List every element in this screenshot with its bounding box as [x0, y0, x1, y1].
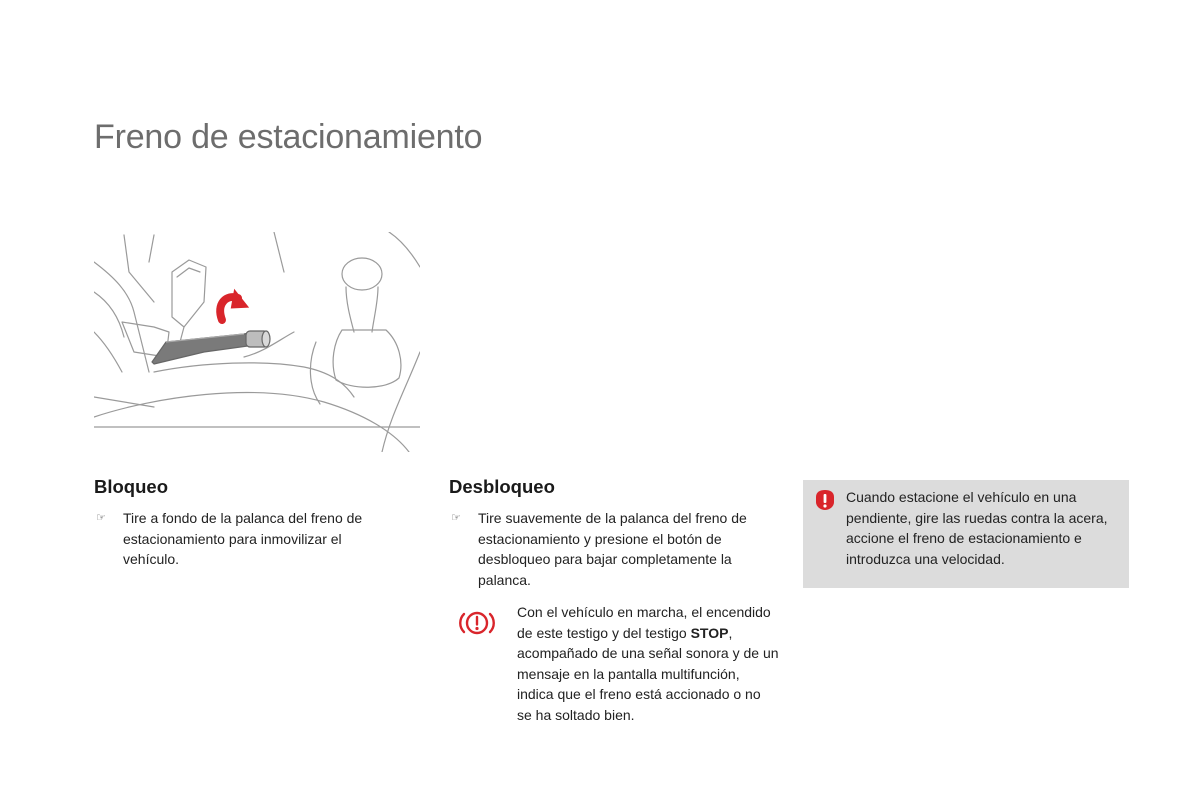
desbloqueo-bullet: [449, 508, 779, 590]
bloqueo-text: Tire a fondo de la palanca del freno de estacionamiento para inmovilizar el vehículo.: [123, 510, 363, 567]
bloqueo-heading: Bloqueo: [94, 476, 168, 497]
brake-warning-note: [449, 602, 779, 725]
brake-warning-icon: [457, 608, 497, 638]
desbloqueo-heading: Desbloqueo: [449, 476, 555, 497]
warning-text-part2: , acompañado de una señal sonora y de un mensaje en la pantalla multifunción, indica que el freno está accionado o no se ha soltado bien.: [517, 624, 779, 723]
pointing-hand-icon: ☞: [451, 512, 461, 524]
desbloqueo-text: Tire suavemente de la palanca del freno de estacionamiento y presione el botón de desbloqueo para bajar completamente la palanca.: [478, 510, 747, 588]
page-title: Freno de estacionamiento: [94, 118, 483, 156]
exclamation-shield-icon: [814, 489, 836, 511]
notice-text: Cuando estacione el vehículo en una pendiente, gire las ruedas contra la acera, accione el freno de estacionamiento e introduzca una velocidad.: [846, 489, 1108, 567]
parking-notice-box: [803, 480, 1129, 588]
handbrake-lever-illustration: [94, 232, 420, 452]
pointing-hand-icon: ☞: [96, 512, 106, 524]
stop-label: STOP: [690, 624, 729, 641]
bloqueo-bullet: [94, 508, 384, 570]
warning-text-part1: Con el vehículo en marcha, el encendido de este testigo y del testigo: [517, 604, 771, 641]
bloqueo-section: [94, 476, 384, 570]
desbloqueo-section: [449, 476, 779, 725]
